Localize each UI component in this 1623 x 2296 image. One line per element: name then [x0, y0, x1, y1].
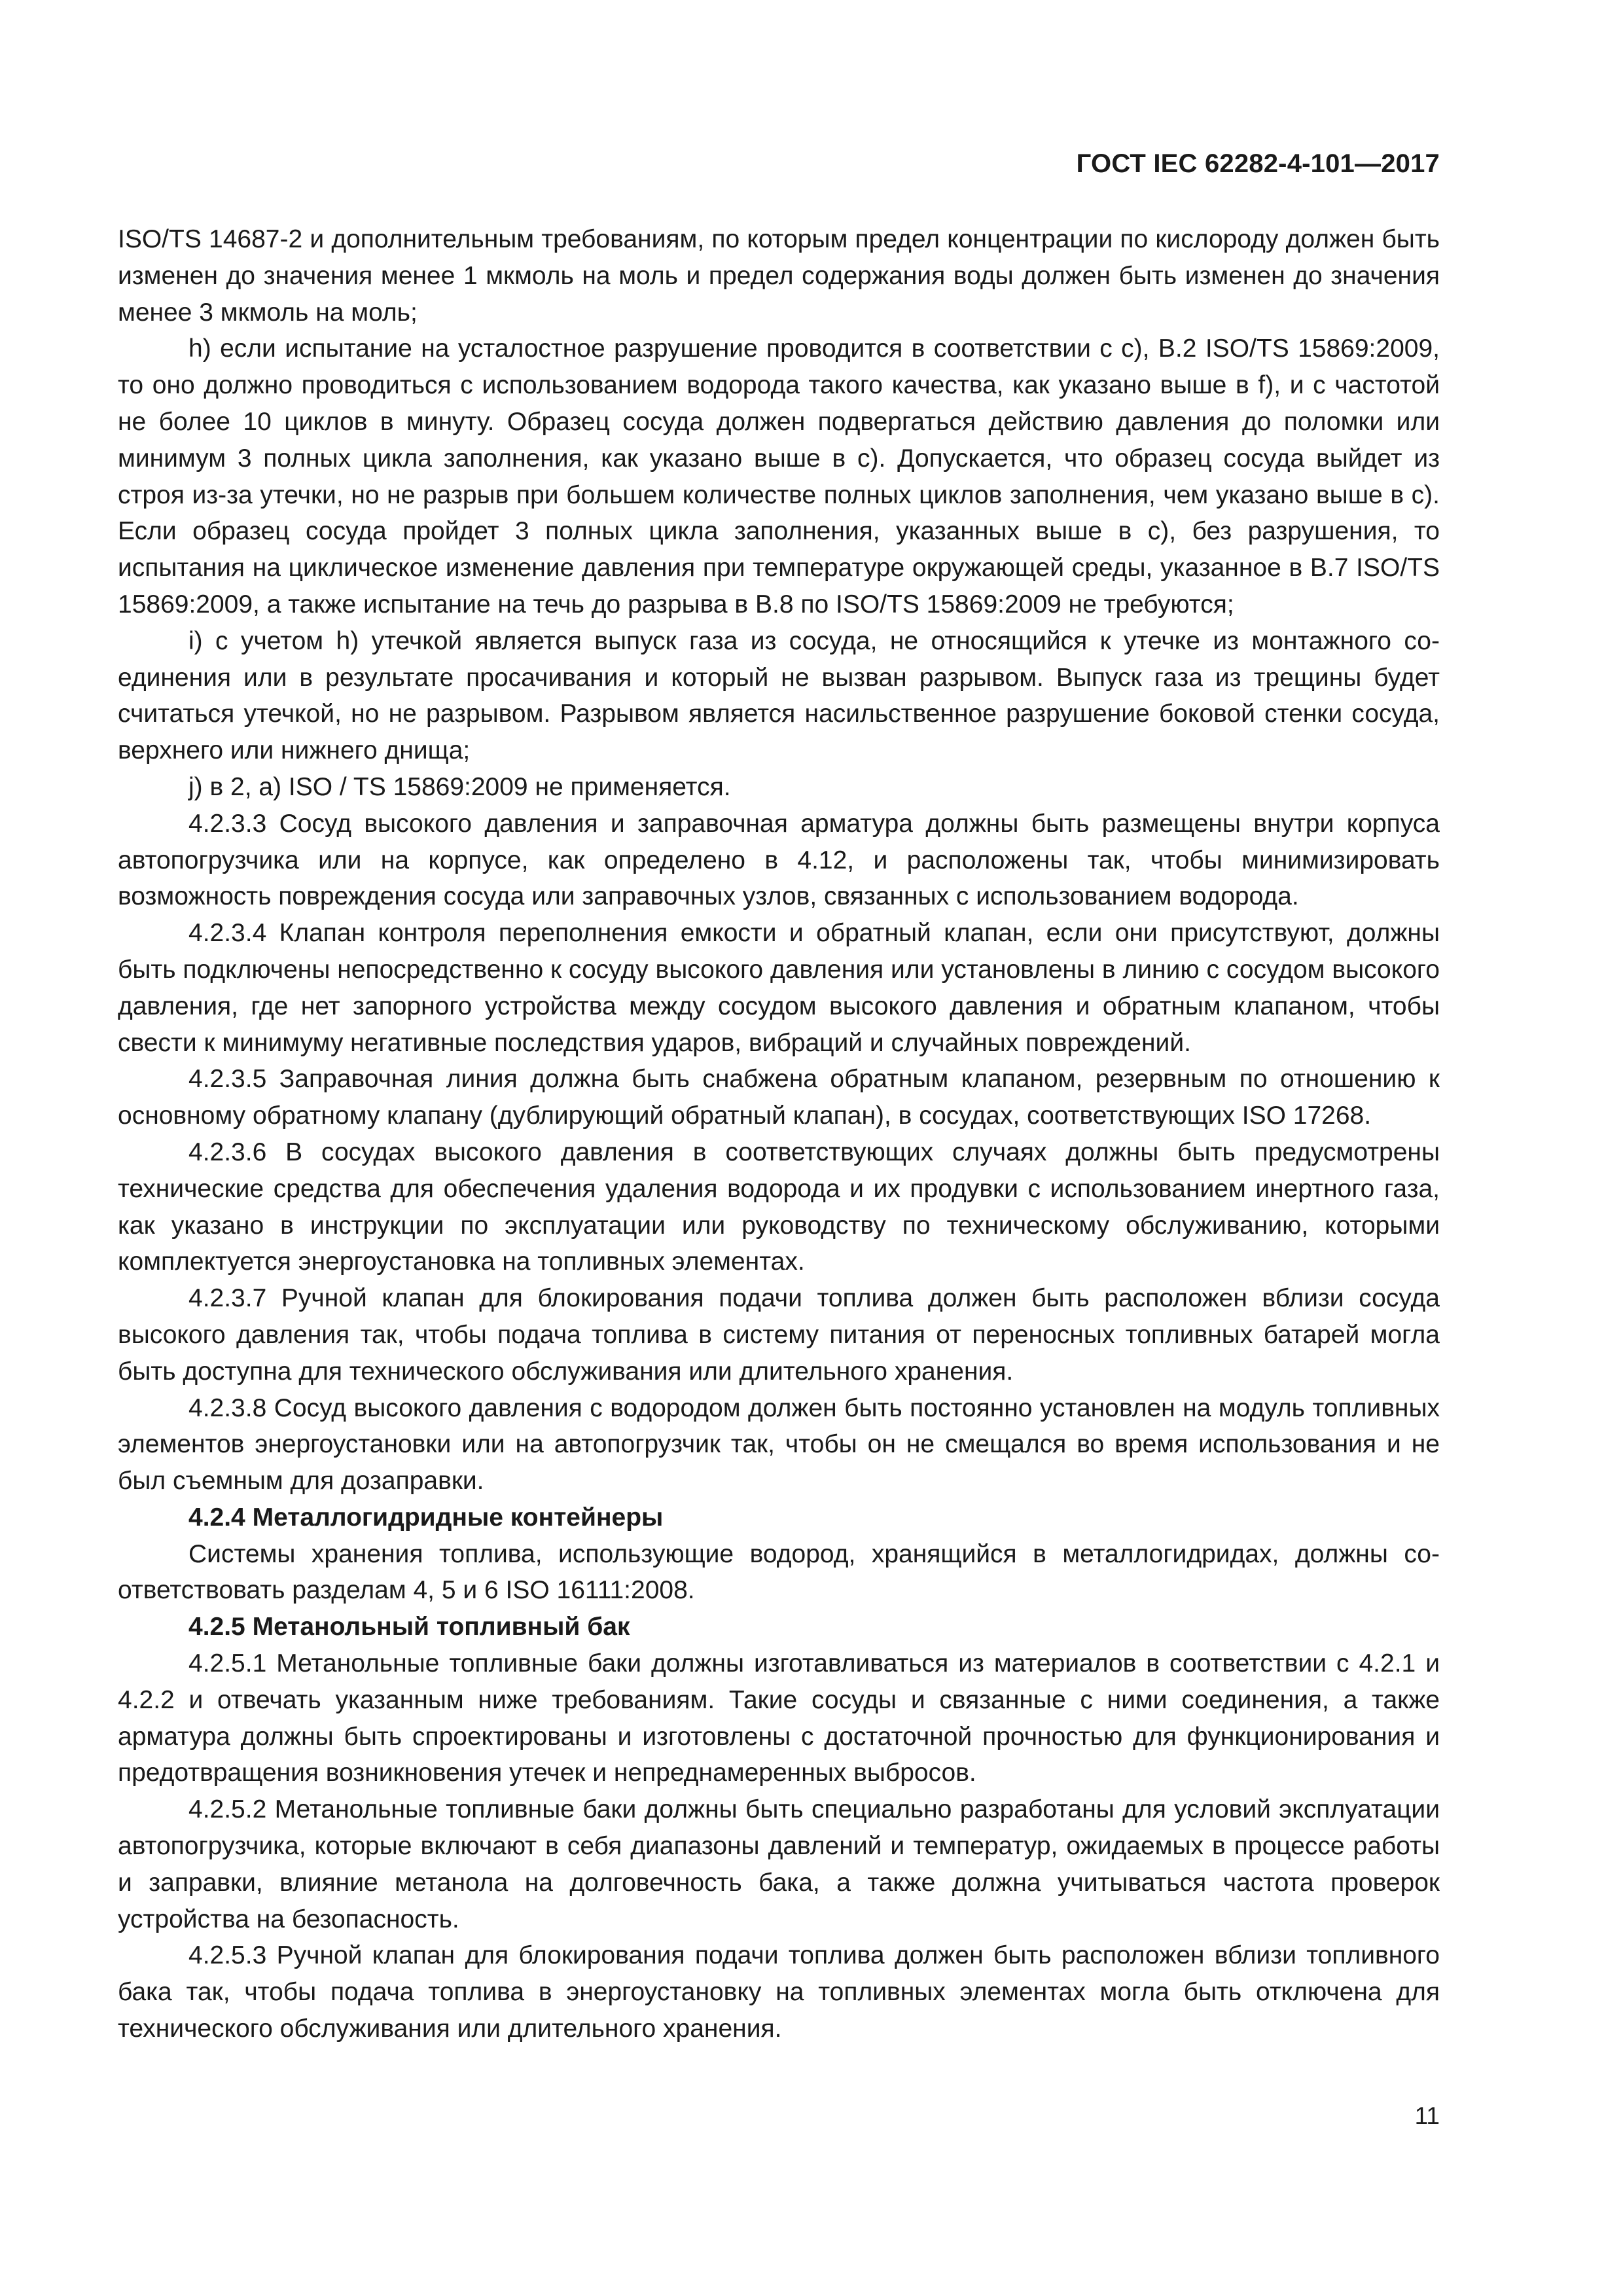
clause-4-2-3-6: 4.2.3.6 В сосудах высокого давления в соответствующих случаях должны быть предусмотрены технические средства для обеспечения удаления водорода и их продувки с использованием инертного газа, как указано в инструкции по эксплуатации или руководству по техническому обслуживанию, которыми комплектуется энергоустановка на топливных элементах.	[118, 1138, 1440, 1276]
clause-4-2-3-7: 4.2.3.7 Ручной клапан для блокирования подачи топлива должен быть расположен вблизи сосуда высокого давления так, чтобы подача топлива в систему питания от переносных топливных батарей могла быть доступна для технического обслуживания или длительного хранения.	[118, 1284, 1440, 1386]
body-text	[118, 221, 1440, 2047]
clause-4-2-3-4: 4.2.3.4 Клапан контроля переполнения емкости и обратный клапан, если они присутствуют, должны быть подключены непосредственно к сосуду высокого давления или установлены в линию с сосудом высокого давления, где нет запорного устройства между сосудом высокого давления и обратным клапаном, чтобы свести к минимуму негативные последствия ударов, вибраций и случайных повреждений.	[118, 919, 1440, 1057]
clause-4-2-3-3: 4.2.3.3 Сосуд высокого давления и заправочная арматура должны быть размещены внутри корпуса автопогрузчика или на корпусе, как определено в 4.12, и расположены так, чтобы минимизировать возможность повреждения сосуда или заправочных узлов, связанных с использованием водорода.	[118, 809, 1440, 911]
clause-4-2-5-3: 4.2.5.3 Ручной клапан для блокирования подачи топлива должен быть расположен вблизи топливного бака так, чтобы подача топлива в энергоустановку на топливных элементах могла быть отключена для технического обслуживания или длительного хранения.	[118, 1941, 1440, 2043]
clause-4-2-3-5: 4.2.3.5 Заправочная линия должна быть снабжена обратным клапаном, резервным по отношению к основному обратному клапану (дублирующий обратный клапан), в сосудах, соответствующих ISO 17268.	[118, 1065, 1440, 1130]
clause-4-2-5-1: 4.2.5.1 Метанольные топливные баки должны изготавливаться из материалов в соответствии с 4.2.1 и 4.2.2 и отвечать указанным ниже требованиям. Такие сосуды и связанные с ними соединения, а также арматура должны быть спроектированы и изготовлены с достаточной прочностью для функционирования и предотвращения возникновения утечек и непреднамеренных выбросов.	[118, 1649, 1440, 1787]
standard-header: ГОСТ IEC 62282-4-101—2017	[1076, 149, 1440, 178]
section-heading-4-2-5: 4.2.5 Метанольный топливный бак	[188, 1613, 630, 1641]
page-number: 11	[1414, 2102, 1440, 2129]
section-heading-4-2-4: 4.2.4 Металлогидридные контейнеры	[188, 1503, 664, 1532]
list-item-h: h) если испытание на усталостное разрушение проводится в соответствии с с), В.2 ISO/TS 15869:2009, то оно должно проводиться с использованием водорода такого качества, как указано выше в f), и с частотой не более 10 циклов в минуту. Образец сосуда должен подвергаться действию давления до поломки или минимум 3 полных цикла заполнения, как указано выше в с). Допускается, что образец сосуда выйдет из строя из-за утечки, но не разрыв при большем количестве полных циклов заполнения, чем указано выше в с). Если образец сосуда пройдет 3 полных цикла заполнения, указанных выше в с), без разрушения, то испытания на циклическое изменение давления при температуре окружающей среды, указанное в В.7 ISO/TS 15869:2009, а также испытание на течь до разрыва в В.8 по ISO/TS 15869:2009 не требуются;	[118, 334, 1440, 619]
list-item-i: i) с учетом h) утечкой является выпуск газа из сосуда, не относящийся к утечке из монтажного соединения или в результате просачивания и который не вызван разрывом. Выпуск газа из трещины будет считаться утечкой, но не разрывом. Разрывом является насильственное разрушение боковой стенки сосуда, верхнего или нижнего днища;	[118, 626, 1440, 765]
section-text-4-2-4: Системы хранения топлива, использующие водород, хранящийся в металлогидридах, должны соответствовать разделам 4, 5 и 6 ISO 16111:2008.	[118, 1539, 1440, 1605]
paragraph-continuation: ISO/TS 14687-2 и дополнительным требованиям, по которым предел концентрации по кислороду должен быть изменен до значения менее 1 мкмоль на моль и предел содержания воды должен быть изменен до значения менее 3 мкмоль на моль;	[118, 225, 1440, 327]
list-item-j: j) в 2, а) ISO / TS 15869:2009 не применяется.	[188, 772, 731, 801]
clause-4-2-5-2: 4.2.5.2 Метанольные топливные баки должны быть специально разработаны для условий эксплуатации автопогрузчика, которые включают в себя диапазоны давлений и температур, ожидаемых в процессе работы и заправки, влияние метанола на долговечность бака, а также должна учитываться частота проверок устройства на безопасность.	[118, 1795, 1440, 1933]
clause-4-2-3-8: 4.2.3.8 Сосуд высокого давления с водородом должен быть постоянно установлен на модуль топливных элементов энергоустановки или на автопогрузчик так, чтобы он не смещался во время использования и не был съемным для дозаправки.	[118, 1393, 1440, 1496]
